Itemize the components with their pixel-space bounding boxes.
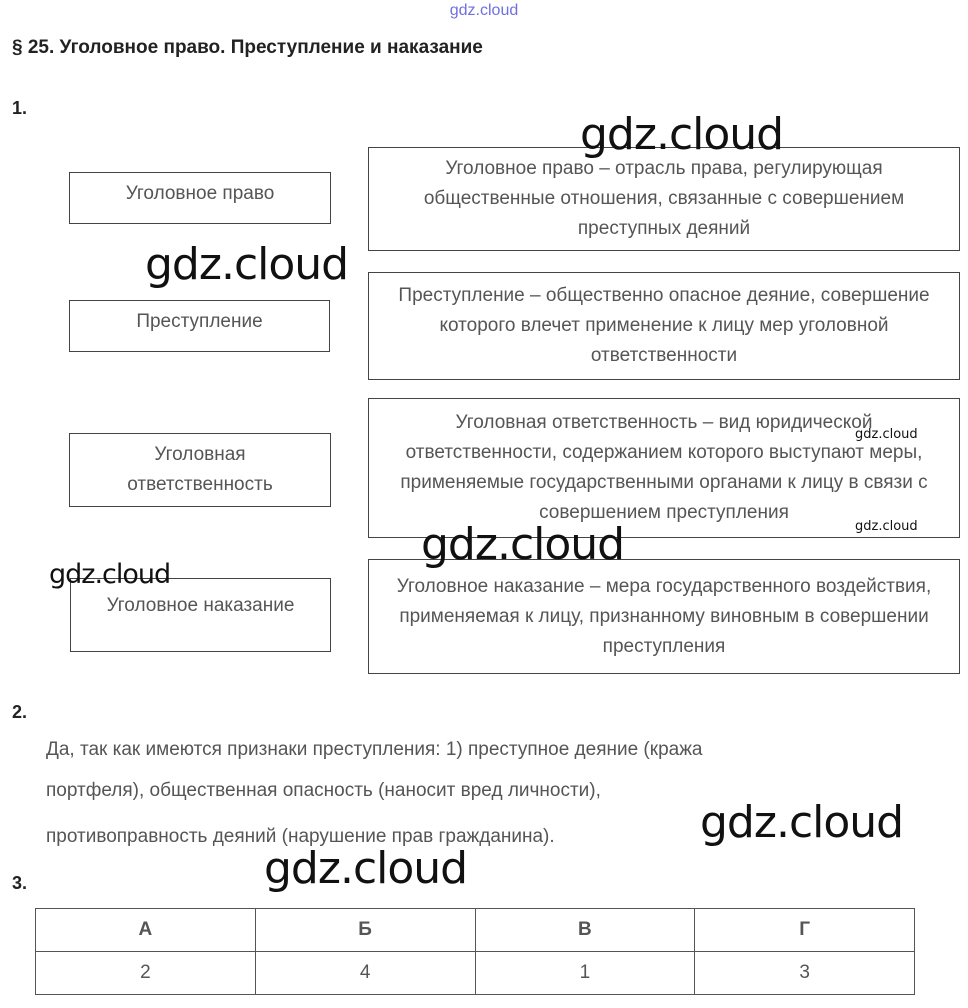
term-box-crime	[69, 300, 330, 352]
definition-box-criminal-liability	[368, 398, 960, 538]
task-2-number: 2.	[12, 702, 28, 722]
answer-line-2: портфеля), общественная опасность (наносит вред личности),	[46, 780, 601, 801]
table-cell: 4	[255, 952, 475, 995]
watermark: gdz.cloud	[855, 427, 918, 442]
term-crime: Преступление	[136, 311, 263, 332]
term-criminal-liability: Уголовная ответственность	[127, 444, 273, 495]
term-criminal-law: Уголовное право	[125, 183, 275, 204]
answer-line-1: Да, так как имеются признаки преступления: 1) преступное деяние (кража	[46, 739, 703, 760]
table-header-cell: В	[475, 909, 695, 952]
definition-box-criminal-law	[368, 147, 960, 251]
task-3-number: 3.	[12, 873, 28, 893]
table-cell: 1	[475, 952, 695, 995]
definition-criminal-punishment: Уголовное наказание – мера государственного воздействия, применяемая к лицу, признанному виновным в совершении преступления	[396, 575, 932, 657]
term-box-criminal-law	[69, 172, 331, 224]
table-cell: 3	[695, 952, 915, 995]
task-1-number: 1.	[12, 98, 28, 118]
watermark: gdz.cloud	[700, 797, 904, 848]
answer-table	[35, 908, 915, 995]
watermark-top: gdz.cloud	[449, 2, 519, 19]
definition-crime: Преступление – общественно опасное деяние, совершение которого влечет применение к лицу мер уголовной ответственности	[398, 285, 930, 366]
table-header-cell: А	[36, 909, 256, 952]
table-header-cell: Б	[255, 909, 475, 952]
definition-criminal-law: Уголовное право – отрасль права, регулирующая общественные отношения, связанные с совершением преступных деяний	[423, 158, 905, 239]
watermark: gdz.cloud	[580, 109, 784, 160]
table-header-row	[36, 909, 915, 952]
watermark: gdz.cloud	[855, 519, 918, 534]
watermark: gdz.cloud	[49, 559, 171, 590]
table-row	[36, 952, 915, 995]
definition-criminal-liability: Уголовная ответственность – вид юридической ответственности, содержанием которого выступают меры, применяемые государственными органами к лицу в связи с совершением преступления	[400, 412, 928, 523]
definition-box-crime	[368, 272, 960, 380]
term-criminal-punishment: Уголовное наказание	[106, 595, 295, 616]
term-box-criminal-liability	[69, 433, 331, 507]
definition-box-criminal-punishment	[368, 559, 960, 674]
answer-line-3: противоправность деяний (нарушение прав гражданина).	[46, 826, 555, 847]
watermark: gdz.cloud	[264, 843, 468, 894]
watermark: gdz.cloud	[421, 519, 625, 570]
page-title: § 25. Уголовное право. Преступление и наказание	[12, 37, 483, 58]
watermark: gdz.cloud	[145, 239, 349, 290]
table-header-cell: Г	[695, 909, 915, 952]
table-cell: 2	[36, 952, 256, 995]
